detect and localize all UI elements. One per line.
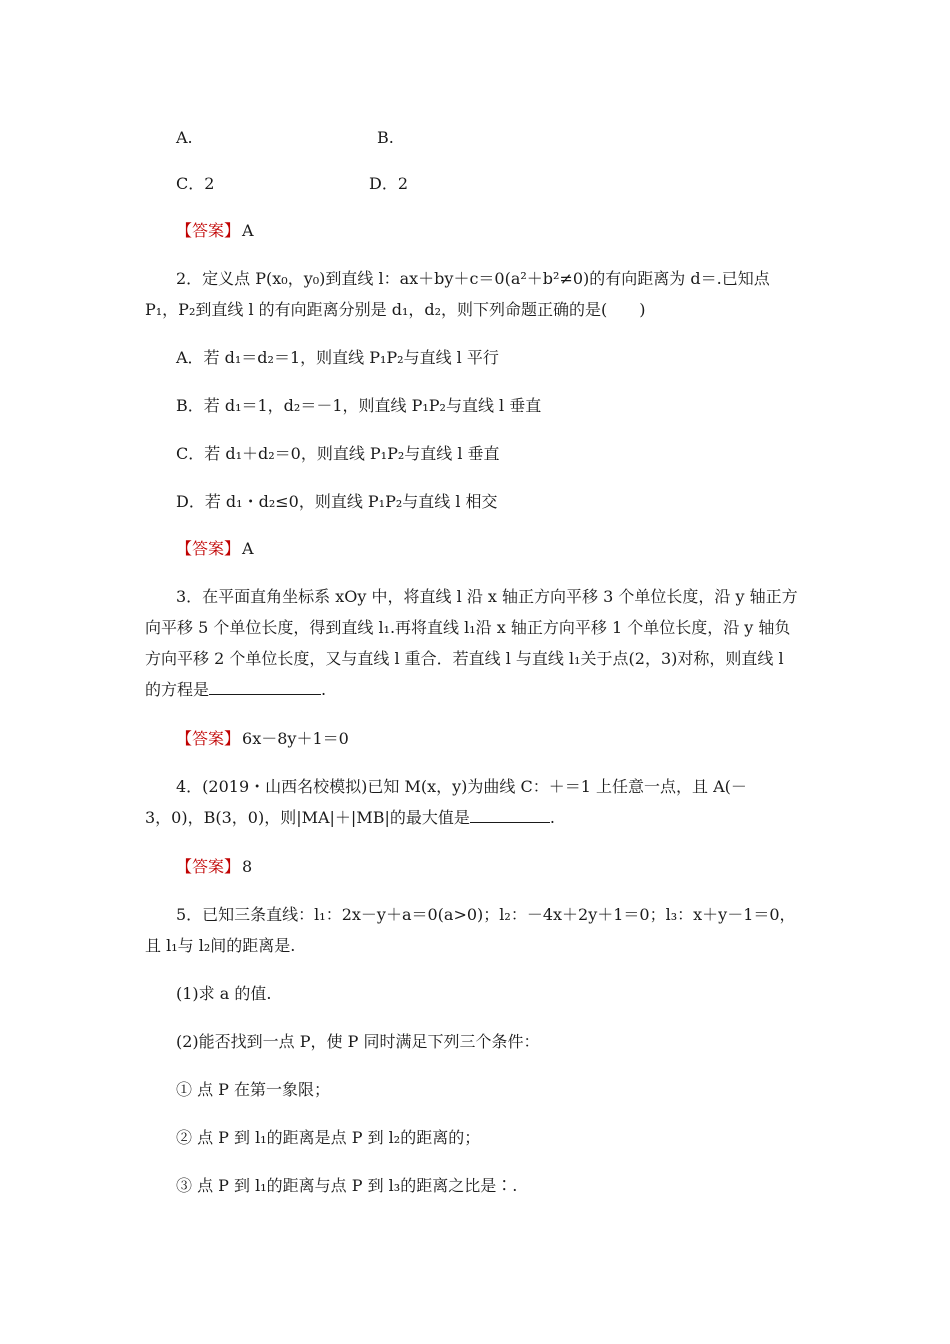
q2-stem-line-2: P₁，P₂到直线 l 的有向距离分别是 d₁，d₂，则下列命题正确的是( ) (145, 300, 646, 319)
q1-option-b: B. (377, 128, 394, 147)
q3-stem-line-4 (145, 679, 326, 701)
q3-stem-line-2: 向平移 5 个单位长度，得到直线 l₁.再将直线 l₁沿 x 轴正方向平移 1 个单位长度，沿 y 轴负 (145, 618, 791, 637)
q1-option-d: D．2 (369, 174, 409, 193)
q3-stem-line-3: 方向平移 2 个单位长度，又与直线 l 重合．若直线 l 与直线 l₁关于点(2，3)对称，则直线 l (145, 649, 784, 668)
answer-value: 8 (242, 857, 253, 876)
q5-stem-line-2: 且 l₁与 l₂间的距离是. (145, 936, 296, 955)
answer-label: 【答案】 (176, 221, 241, 240)
answer-label: 【答案】 (176, 857, 241, 876)
q3-stem-line-1: 3．在平面直角坐标系 xOy 中，将直线 l 沿 x 轴正方向平移 3 个单位长度，沿 y 轴正方 (176, 587, 798, 606)
q4-stem-end: . (549, 808, 555, 827)
answer-blank (209, 680, 321, 695)
q3-stem-text: 的方程是 (145, 680, 210, 699)
q4-stem-line-2 (145, 807, 555, 829)
q1-option-a: A. (176, 128, 193, 147)
q1-option-c: C．2 (176, 174, 215, 193)
answer-label: 【答案】 (176, 729, 241, 748)
q2-stem-line-1: 2．定义点 P(x₀，y₀)到直线 l：ax＋by＋c＝0(a²＋b²≠0)的有向距离为 d＝.已知点 (176, 269, 770, 288)
q5-stem-line-1: 5．已知三条直线：l₁：2x－y＋a＝0(a>0)；l₂：－4x＋2y＋1＝0；l₃：x＋y－1＝0， (176, 905, 796, 924)
q2-answer (176, 538, 254, 560)
answer-value: 6x－8y＋1＝0 (242, 729, 349, 748)
q3-stem-end: . (321, 680, 327, 699)
q4-answer (176, 856, 252, 878)
q2-option-b: B．若 d₁＝1，d₂＝－1，则直线 P₁P₂与直线 l 垂直 (176, 396, 542, 415)
q2-option-c: C．若 d₁＋d₂＝0，则直线 P₁P₂与直线 l 垂直 (176, 444, 500, 463)
answer-value: A (242, 539, 254, 558)
q1-answer (176, 220, 254, 242)
q5-condition-3: ③ 点 P 到 l₁的距离与点 P 到 l₃的距离之比是∶. (176, 1176, 518, 1195)
q5-part-2: (2)能否找到一点 P，使 P 同时满足下列三个条件： (176, 1032, 540, 1051)
q3-answer (176, 728, 349, 750)
q5-part-1: (1)求 a 的值. (176, 984, 272, 1003)
q4-stem-line-1: 4．(2019・山西名校模拟)已知 M(x，y)为曲线 C：＋＝1 上任意一点，且 A(－ (176, 777, 747, 796)
q2-option-d: D．若 d₁・d₂≤0，则直线 P₁P₂与直线 l 相交 (176, 492, 498, 511)
q2-option-a: A．若 d₁＝d₂＝1，则直线 P₁P₂与直线 l 平行 (176, 348, 499, 367)
answer-label: 【答案】 (176, 539, 241, 558)
answer-value: A (242, 221, 254, 240)
q5-condition-2: ② 点 P 到 l₁的距离是点 P 到 l₂的距离的； (176, 1128, 481, 1147)
q4-stem-text: 3，0)，B(3，0)，则|MA|＋|MB|的最大值是 (145, 808, 470, 827)
q5-condition-1: ① 点 P 在第一象限； (176, 1080, 331, 1099)
answer-blank (470, 808, 550, 823)
